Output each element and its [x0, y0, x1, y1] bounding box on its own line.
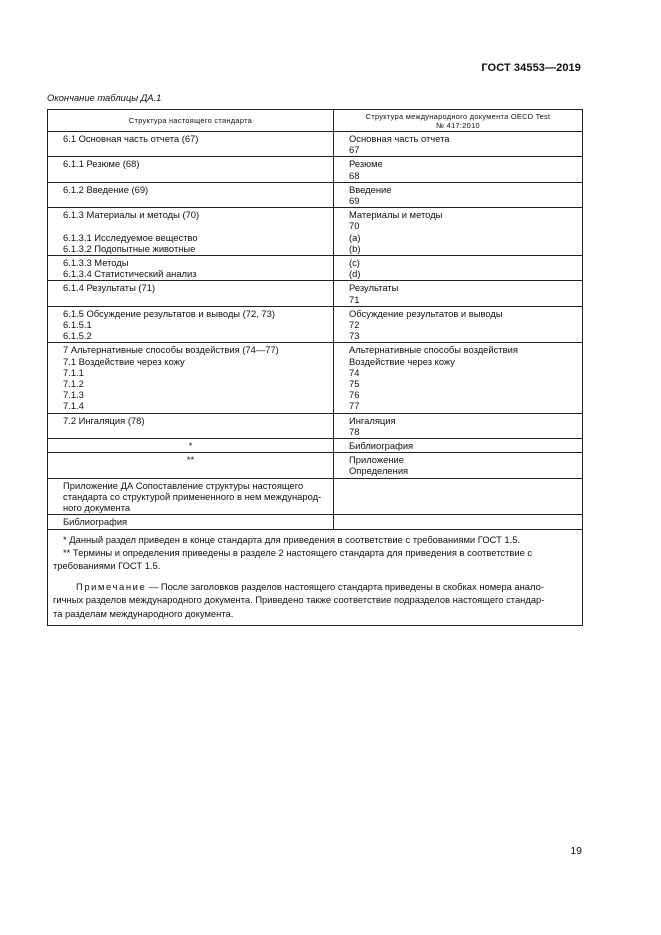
table-row	[48, 439, 583, 453]
table-row	[48, 343, 583, 413]
column-header-international	[334, 110, 583, 132]
cell-international	[334, 208, 583, 256]
cell-line: 6.1.3.1 Исследуемое вещество	[63, 231, 198, 243]
cell-national	[48, 281, 334, 306]
cell-line: 70	[349, 220, 360, 232]
footnote-2-line2: требованиями ГОСТ 1.5.	[53, 559, 161, 571]
cell-line: (a)	[349, 231, 361, 243]
cell-line: Определения	[349, 465, 409, 477]
table-row	[48, 182, 583, 207]
cell-international	[334, 256, 583, 281]
cell-line: 6.1 Основная часть отчета (67)	[63, 133, 199, 144]
cell-line: 7.2 Ингаляция (78)	[63, 414, 145, 426]
column-header-international-line1: Структура международного документа OECD Test	[365, 111, 551, 121]
table-row	[48, 281, 583, 306]
table-row	[48, 478, 583, 515]
cell-international	[334, 453, 583, 478]
cell-line: ного документа	[63, 502, 131, 514]
cell-line: Обсуждение результатов и выводы	[349, 307, 503, 319]
cell-international	[334, 343, 583, 413]
cell-international	[334, 413, 583, 438]
cell-line: (c)	[349, 257, 360, 269]
cell-line: Введение	[349, 183, 392, 195]
cell-international	[334, 439, 583, 453]
cell-line: 7.1.1	[63, 366, 84, 378]
note-label: Примечание	[76, 581, 147, 593]
cell-line: 75	[349, 378, 360, 390]
table-row	[48, 157, 583, 182]
table-row	[48, 453, 583, 478]
column-header-national: Структура настоящего стандарта	[48, 110, 334, 132]
cell-line: 6.1.3.4 Статистический анализ	[63, 268, 197, 280]
page-number: 19	[570, 845, 582, 857]
cell-line: 7.1.2	[63, 378, 84, 390]
footnote-marker: *	[188, 440, 193, 452]
cell-line: (b)	[349, 242, 361, 254]
cell-line: 6.1.1 Резюме (68)	[63, 158, 140, 170]
cell-line: 6.1.5 Обсуждение результатов и выводы (72, 73)	[63, 307, 275, 319]
cell-national	[48, 515, 334, 529]
cell-line: Приложение ДА Сопоставление структуры настоящего	[63, 479, 304, 491]
cell-line: Резюме	[349, 158, 383, 170]
cell-national	[48, 208, 334, 256]
cell-national	[48, 157, 334, 182]
cell-line: Библиография	[349, 440, 414, 452]
footnote-marker: **	[186, 454, 195, 466]
footnote-1: * Данный раздел приведен в конце стандарта для приведения в соответствие с требованиями ГОСТ 1.5.	[63, 533, 521, 545]
table-row	[48, 413, 583, 438]
cell-line: 6.1.4 Результаты (71)	[63, 282, 156, 294]
notes-cell	[48, 529, 583, 625]
table-caption: Окончание таблицы ДА.1	[47, 92, 162, 103]
cell-line: 72	[349, 319, 360, 331]
cell-line: Материалы и методы	[349, 209, 443, 221]
cell-line: 7.1 Воздействие через кожу	[63, 355, 185, 367]
cell-line: Библиография	[63, 516, 128, 528]
table-row	[48, 208, 583, 256]
table-row	[48, 256, 583, 281]
cell-international	[334, 182, 583, 207]
cell-international	[334, 132, 583, 157]
cell-international	[334, 306, 583, 343]
cell-national	[48, 478, 334, 515]
cell-line: 73	[349, 330, 360, 342]
cell-line: 7 Альтернативные способы воздействия (74—77)	[63, 344, 279, 356]
cell-line: 6.1.3 Материалы и методы (70)	[63, 209, 200, 221]
table-row	[48, 132, 583, 157]
cell-national	[48, 256, 334, 281]
cell-line: Ингаляция	[349, 414, 396, 426]
cell-line: (d)	[349, 268, 361, 280]
cell-line: 7.1.3	[63, 389, 84, 401]
footnote-2-line1: ** Термины и определения приведены в разделе 2 настоящего стандарта для приведения в соответствие с	[63, 546, 533, 558]
cell-line: 67	[349, 144, 360, 156]
cell-line: Приложение	[349, 454, 404, 466]
cell-line: 6.1.5.1	[63, 319, 92, 331]
cell-line: Основная часть отчета	[349, 133, 450, 144]
cell-national	[48, 343, 334, 413]
notes-row	[48, 529, 583, 625]
cell-national	[48, 306, 334, 343]
cell-line: 71	[349, 293, 360, 305]
table-row	[48, 515, 583, 529]
cell-line-empty	[63, 220, 329, 231]
cell-line: Результаты	[349, 282, 399, 294]
cell-line: 6.1.3.3 Методы	[63, 257, 129, 269]
cell-line: 78	[349, 425, 360, 437]
cell-line: 6.1.5.2	[63, 330, 92, 342]
cell-national	[48, 453, 334, 478]
note-line3: та разделам международного документа.	[53, 607, 234, 619]
cell-national	[48, 413, 334, 438]
column-header-international-line2: № 417:2010	[436, 120, 480, 130]
note-line1: — После заголовков разделов настоящего стандарта приведены в скобках номера анало-	[146, 581, 544, 593]
cell-international	[334, 478, 583, 515]
cell-line: Альтернативные способы воздействия	[349, 344, 518, 356]
table-row	[48, 306, 583, 343]
cell-international	[334, 157, 583, 182]
table-header-row	[48, 110, 583, 132]
cell-line: 77	[349, 400, 360, 412]
note-line2: гичных разделов международного документа. Приведено также соответствие подразделов настоящего стандар-	[53, 594, 545, 606]
cell-national	[48, 182, 334, 207]
cell-line: 7.1.4	[63, 400, 84, 412]
cell-line: 76	[349, 389, 360, 401]
note-paragraph	[63, 580, 578, 593]
cell-line: 74	[349, 366, 360, 378]
cell-line: 6.1.2 Введение (69)	[63, 183, 149, 195]
cell-line: 69	[349, 195, 360, 207]
cell-line: 6.1.3.2 Подопытные животные	[63, 242, 196, 254]
standard-number: ГОСТ 34553—2019	[481, 62, 581, 74]
cell-national	[48, 132, 334, 157]
cell-line: Воздействие через кожу	[349, 355, 455, 367]
cell-line: 68	[349, 169, 360, 181]
cell-line: стандарта со структурой примененного в нем международ-	[63, 490, 322, 502]
correspondence-table	[47, 109, 583, 626]
cell-international	[334, 515, 583, 529]
cell-international	[334, 281, 583, 306]
cell-national	[48, 439, 334, 453]
